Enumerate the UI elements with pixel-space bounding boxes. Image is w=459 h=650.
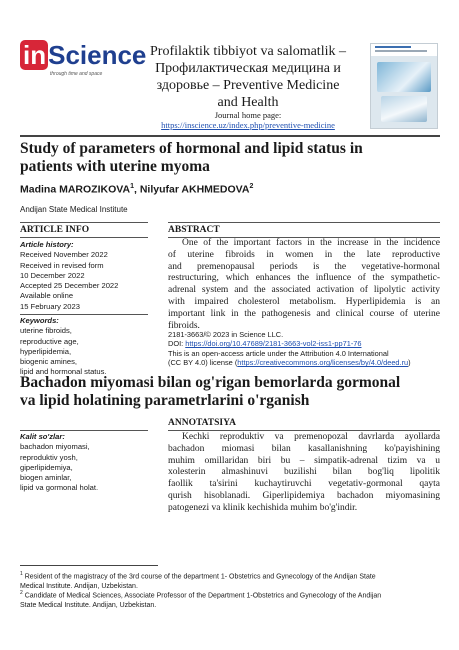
annotation-line: patogenezi va klinik kechishida muhim bo'g'indir. xyxy=(168,502,358,513)
annotation-line-text: Kechki reproduktiv va premenopozal davrlarda ayollarda xyxy=(182,432,440,442)
doi-label: DOI: xyxy=(168,339,186,349)
author-affiliation-mark: 2 xyxy=(249,183,254,190)
logo-science-text: Science xyxy=(48,40,147,70)
author-list xyxy=(20,181,253,196)
journal-title-line: Profilaktik tibbiyot va salomatlik – xyxy=(150,44,346,59)
article-info-top-rule xyxy=(20,222,148,223)
abstract-text xyxy=(168,238,440,332)
logo-tagline: through time and space xyxy=(50,71,103,77)
doi-link[interactable]: https://doi.org/10.47689/2181-3663-vol2-iss1-pp71-76 xyxy=(185,339,362,349)
uzbek-title xyxy=(20,374,440,410)
keywords-block xyxy=(20,316,150,378)
history-entry: Received in revised form xyxy=(20,260,104,270)
issn-copyright: 2181-3663/© 2023 in Science LLC. xyxy=(168,330,284,339)
uzbek-title-line: Bachadon miyomasi bilan og'rigan bemorlarda gormonal xyxy=(20,374,401,391)
footnote-line xyxy=(20,570,440,582)
doi-line xyxy=(168,339,440,348)
abstract-top-rule xyxy=(168,222,440,223)
author-name: Nilyufar AKHMEDOVA xyxy=(139,183,250,196)
abstract-line: important link in the pathogenesis and clinical course of uterine xyxy=(168,308,440,319)
cover-title-bar xyxy=(375,46,411,48)
annotation-line: xolesterin almashinuvi buzilishi bilan bog'liq lipolitik xyxy=(168,467,440,478)
license-line-2 xyxy=(168,358,440,367)
journal-cover-image xyxy=(370,43,438,129)
history-entry: 15 February 2023 xyxy=(20,301,80,311)
license-link[interactable]: https://creativecommons.org/licenses/by/4.0/deed.ru xyxy=(237,358,409,368)
abstract-line xyxy=(168,238,440,250)
uzbek-keyword-item: biogen aminlar, xyxy=(20,473,72,483)
journal-homepage-label: Journal home page: xyxy=(214,110,282,120)
footnote-line: State Medical Institute. Andijan, Uzbekistan. xyxy=(20,601,157,609)
article-title-line: Study of parameters of hormonal and lipid status in xyxy=(20,140,363,157)
footnote-line xyxy=(20,589,440,601)
author-separator: , xyxy=(133,183,140,196)
history-entry: Available online xyxy=(20,291,74,301)
license-suffix: ) xyxy=(408,358,411,368)
annotation-line: faollik ta'sirini kuchaytiruvchi vegetativ-gormonal qayta xyxy=(168,479,440,490)
journal-title xyxy=(140,43,356,111)
footnote-line: Medical Institute. Andijan, Uzbekistan. xyxy=(20,582,138,590)
annotation-line: muhim omillaridan biri bu – simpatik-adrenal tizim va u xyxy=(168,455,440,466)
journal-title-line: and Health xyxy=(217,95,279,110)
header-divider xyxy=(20,135,440,137)
keyword-item: uterine fibroids, xyxy=(20,326,72,336)
history-entry: Received November 2022 xyxy=(20,250,108,260)
footnote-text: Resident of the magistracy of the 3rd course of the department 1- Obstetrics and Gynecology of the Andijan State xyxy=(22,573,376,581)
logo-wordmark xyxy=(20,40,146,70)
cover-photo-top xyxy=(377,62,431,92)
history-entry: Accepted 25 December 2022 xyxy=(20,281,119,291)
abstract-line: with impaired cholesterol metabolism. Hyperlipidemia is an xyxy=(168,296,440,307)
keyword-item: reproductive age, xyxy=(20,336,79,346)
keyword-item: biogenic amines, xyxy=(20,357,77,367)
logo-in-badge: in xyxy=(20,40,48,70)
annotation-line xyxy=(168,432,440,444)
footnote-separator xyxy=(20,565,158,566)
footnote-2 xyxy=(20,589,440,610)
abstract-heading: ABSTRACT xyxy=(168,225,220,235)
abstract-line-text: One of the important factors in the increase in the incidence xyxy=(182,238,440,248)
annotation-line: bachadon miomasi bilan kasallanishning ko'payishining xyxy=(168,443,440,454)
article-info-rule xyxy=(20,237,148,238)
journal-homepage-link[interactable]: https://inscience.uz/index.php/preventive-medicine xyxy=(161,120,335,130)
uzbek-keyword-item: giperlipidemiya, xyxy=(20,462,73,472)
publisher-logo xyxy=(20,40,147,90)
uzbek-keywords-block xyxy=(20,432,150,494)
history-entry: 10 December 2022 xyxy=(20,270,85,280)
article-title xyxy=(20,140,440,176)
annotation-heading: ANNOTATSIYA xyxy=(168,418,236,428)
article-info-heading: ARTICLE INFO xyxy=(20,225,90,235)
abstract-line: of uterine fibroids in women in the late reproductive xyxy=(168,249,440,260)
journal-title-line: Профилактическая медицина и xyxy=(155,61,341,76)
article-title-line: patients with uterine myoma xyxy=(20,158,210,175)
author-affiliation-mark: 1 xyxy=(130,183,134,190)
keyword-item: hyperlipidemia, xyxy=(20,346,72,356)
footnote-mark: 1 xyxy=(20,571,23,577)
keyword-item: lipid and hormonal status. xyxy=(20,367,107,377)
footnote-1 xyxy=(20,570,440,591)
uzbek-keywords-rule xyxy=(20,430,148,431)
abstract-line: and premenopausal periods is the vegetative-hormonal xyxy=(168,261,440,272)
publication-meta xyxy=(168,330,440,368)
article-history xyxy=(20,240,150,312)
cover-subtitle-bar xyxy=(375,50,427,52)
cover-photo-bottom xyxy=(381,96,427,122)
abstract-line: restructuring, which enhances the influence of the sympathetic- xyxy=(168,273,440,284)
footnote-text: Candidate of Medical Sciences, Associate Professor of the Department 1-Obstetrics and Gynecology of the Andijan xyxy=(22,592,382,600)
license-line: This is an open-access article under the Attribution 4.0 International xyxy=(168,348,389,358)
cover-header-band xyxy=(371,44,437,56)
uzbek-keyword-item: lipid va gormonal holat. xyxy=(20,483,99,493)
uzbek-keyword-item: bachadon miyomasi, xyxy=(20,442,90,452)
footnote-mark: 2 xyxy=(20,590,23,596)
article-history-label: Article history: xyxy=(20,240,74,249)
abstract-line: adrenal system and the associated activation of lipolytic activity xyxy=(168,285,440,296)
journal-title-line: здоровье – Preventive Medicine xyxy=(156,78,340,93)
annotation-line: qurish hisoblanadi. Giperlipidemiya bachadon miyomasining xyxy=(168,490,440,501)
annotation-text xyxy=(168,432,440,515)
uzbek-keyword-item: reproduktiv yosh, xyxy=(20,452,78,462)
keywords-rule xyxy=(20,314,148,315)
uzbek-keywords-label: Kalit so'zlar: xyxy=(20,432,65,441)
license-prefix: (CC BY 4.0) license ( xyxy=(168,358,238,368)
author-affiliation: Andijan State Medical Institute xyxy=(20,205,128,214)
annotation-rule xyxy=(168,430,440,431)
uzbek-title-line: va lipid holatining parametrlarini o'rganish xyxy=(20,392,310,409)
abstract-line: fibroids. xyxy=(168,320,200,331)
author-name: Madina MAROZIKOVA xyxy=(20,183,131,196)
keywords-label: Keywords: xyxy=(20,316,59,325)
